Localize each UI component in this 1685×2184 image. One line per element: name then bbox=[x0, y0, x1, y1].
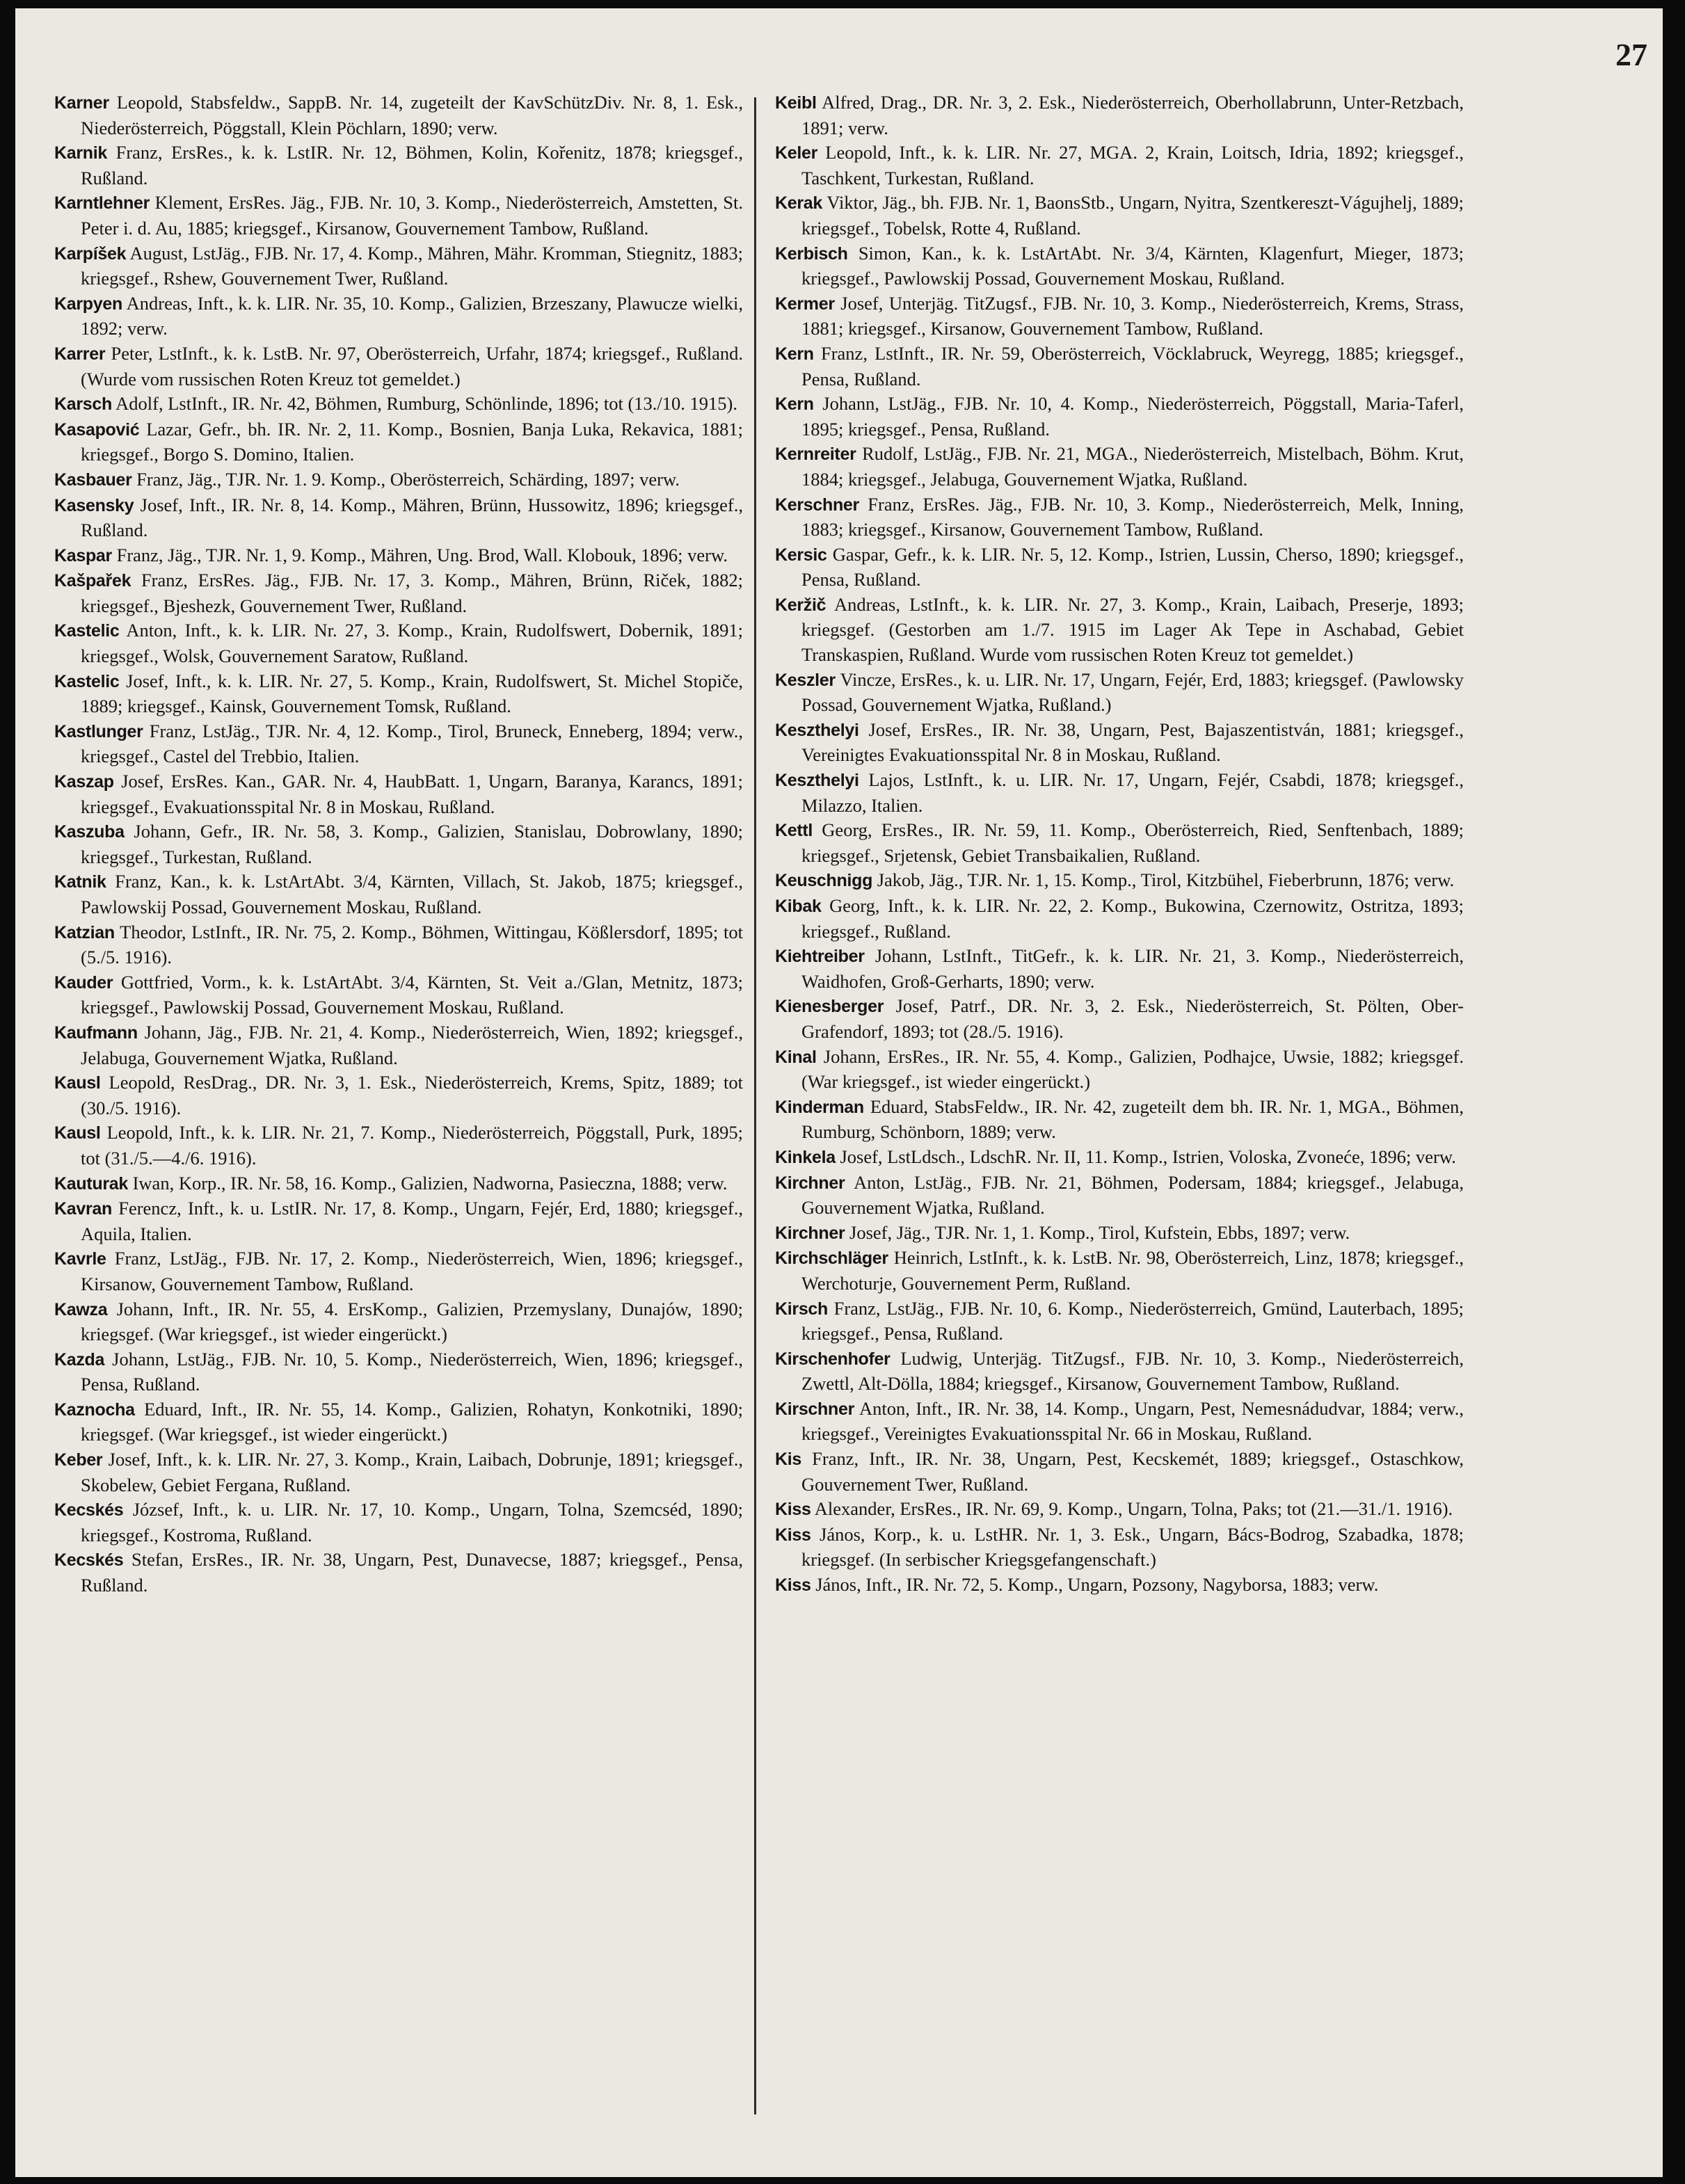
entry-surname: Kirsch bbox=[775, 1299, 829, 1319]
entry-details: Rudolf, LstJäg., FJB. Nr. 21, MGA., Niederösterreich, Mistelbach, Böhm. Krut, 1884; kriegsgef., Jelabuga, Gouvernement Wjatka, Rußland. bbox=[801, 443, 1464, 490]
entry-details: Franz, ErsRes. Jäg., FJB. Nr. 17, 3. Komp., Mähren, Brünn, Riček, 1882; kriegsgef., Bjeshezk, Gouvernement Twer, Rußland. bbox=[81, 570, 743, 616]
register-entry bbox=[54, 819, 743, 869]
entry-surname: Kašpařek bbox=[54, 571, 131, 591]
register-entry bbox=[54, 1347, 743, 1397]
entry-surname: Kernreiter bbox=[775, 444, 856, 465]
entry-details: Heinrich, LstInft., k. k. LstB. Nr. 98, Oberösterreich, Linz, 1878; kriegsgef., Werchoturje, Gouvernement Perm, Rußland. bbox=[801, 1247, 1464, 1294]
register-entry bbox=[54, 669, 743, 719]
register-entry bbox=[775, 1347, 1464, 1397]
entry-details: Leopold, Stabsfeldw., SappB. Nr. 14, zugeteilt der KavSchützDiv. Nr. 8, 1. Esk., Niederösterreich, Pöggstall, Klein Pöchlarn, 1890; verw. bbox=[81, 92, 743, 138]
register-entry bbox=[54, 1447, 743, 1498]
entry-surname: Kaszap bbox=[54, 772, 114, 792]
entry-surname: Kibak bbox=[775, 897, 822, 916]
register-entry bbox=[775, 894, 1464, 944]
register-entry bbox=[775, 342, 1464, 392]
register-entry bbox=[775, 1221, 1464, 1246]
entry-surname: Kinkela bbox=[775, 1147, 836, 1167]
entry-details: Eduard, Inft., IR. Nr. 55, 14. Komp., Galizien, Rohatyn, Konkotniki, 1890; kriegsgef. (War kriegsgef., ist wieder eingerückt.) bbox=[81, 1398, 743, 1445]
entry-details: Franz, Jäg., TJR. Nr. 1, 9. Komp., Mähren, Ung. Brod, Wall. Klobouk, 1896; verw. bbox=[116, 544, 728, 565]
entry-surname: Kern bbox=[775, 344, 814, 364]
register-entry bbox=[775, 818, 1464, 868]
register-entry bbox=[54, 291, 743, 342]
register-entry bbox=[54, 1397, 743, 1447]
entry-surname: Kasensky bbox=[54, 495, 134, 515]
entry-surname: Kiss bbox=[775, 1500, 811, 1520]
entry-surname: Kauder bbox=[54, 972, 113, 993]
entry-details: Johann, ErsRes., IR. Nr. 55, 4. Komp., Galizien, Podhajce, Uwsie, 1882; kriegsgef. (War kriegsgef., ist wieder eingerückt.) bbox=[801, 1045, 1464, 1093]
entry-surname: Keszthelyi bbox=[775, 720, 859, 740]
entry-details: Alexander, ErsRes., IR. Nr. 69, 9. Komp., Ungarn, Tolna, Paks; tot (21.—31./1. 1916). bbox=[814, 1498, 1453, 1520]
register-entry bbox=[775, 191, 1464, 241]
entry-details: Gottfried, Vorm., k. k. LstArtAbt. 3/4, Kärnten, St. Veit a./Glan, Metnitz, 1873; kriegsgef., Pawlowskij Possad, Gouvernement Moskau, Rußland. bbox=[81, 971, 743, 1018]
entry-details: Johann, Jäg., FJB. Nr. 21, 4. Komp., Niederösterreich, Wien, 1892; kriegsgef., Jelabuga, Gouvernement Wjatka, Rußland. bbox=[81, 1021, 743, 1068]
left-column bbox=[54, 90, 743, 2163]
entry-surname: Kaznocha bbox=[54, 1399, 135, 1420]
entry-details: Georg, ErsRes., IR. Nr. 59, 11. Komp., Oberösterreich, Ried, Senftenbach, 1889; kriegsgef., Srjetensk, Gebiet Transbaikalien, Rußland. bbox=[801, 819, 1464, 866]
entry-surname: Kasapović bbox=[54, 419, 140, 440]
entry-details: Franz, LstJäg., FJB. Nr. 10, 6. Komp., Niederösterreich, Gmünd, Lauterbach, 1895; kriegsgef., Pensa, Rußland. bbox=[801, 1297, 1464, 1344]
entry-surname: Kiss bbox=[775, 1525, 811, 1545]
register-entry bbox=[54, 1498, 743, 1548]
entry-surname: Kawza bbox=[54, 1299, 108, 1319]
register-entry bbox=[775, 1573, 1464, 1598]
register-entry bbox=[775, 1497, 1464, 1523]
entry-surname: Kersic bbox=[775, 545, 827, 565]
entry-surname: Kazda bbox=[54, 1349, 105, 1370]
entry-details: József, Inft., k. u. LIR. Nr. 17, 10. Komp., Ungarn, Tolna, Szemcséd, 1890; kriegsgef., Kostroma, Rußland. bbox=[81, 1499, 743, 1545]
entry-surname: Kermer bbox=[775, 294, 835, 314]
register-entry bbox=[775, 392, 1464, 442]
entry-details: Lazar, Gefr., bh. IR. Nr. 2, 11. Komp., Bosnien, Banja Luka, Rekavica, 1881; kriegsgef., Borgo S. Domino, Italien. bbox=[81, 418, 743, 465]
right-column bbox=[775, 90, 1464, 2163]
entry-surname: Keber bbox=[54, 1450, 103, 1470]
entry-details: Josef, ErsRes. Kan., GAR. Nr. 4, HaubBatt. 1, Ungarn, Baranya, Karancs, 1891; kriegsgef., Evakuationsspital Nr. 8 in Moskau, Rußland. bbox=[81, 771, 743, 817]
entry-details: Gaspar, Gefr., k. k. LIR. Nr. 5, 12. Komp., Istrien, Lussin, Cherso, 1890; kriegsgef., Pensa, Rußland. bbox=[801, 543, 1464, 591]
register-entry bbox=[775, 1045, 1464, 1095]
entry-details: Franz, Inft., IR. Nr. 38, Ungarn, Pest, Kecskemét, 1889; kriegsgef., Ostaschkow, Gouvernement Twer, Rußland. bbox=[801, 1448, 1464, 1495]
entry-surname: Karpyen bbox=[54, 294, 122, 314]
register-entry bbox=[54, 1196, 743, 1246]
entry-details: Iwan, Korp., IR. Nr. 58, 16. Komp., Galizien, Nadworna, Pasieczna, 1888; verw. bbox=[132, 1172, 728, 1194]
register-entry bbox=[54, 417, 743, 467]
register-entry bbox=[775, 1095, 1464, 1145]
entry-surname: Kiehtreiber bbox=[775, 947, 865, 967]
entry-details: Franz, ErsRes. Jäg., FJB. Nr. 10, 3. Komp., Niederösterreich, Melk, Inning, 1883; kriegsgef., Kirsanow, Gouvernement Tambow, Rußland. bbox=[801, 493, 1464, 540]
entry-surname: Kinal bbox=[775, 1047, 817, 1067]
register-entry bbox=[775, 1145, 1464, 1171]
register-entry bbox=[54, 191, 743, 241]
entry-details: Vincze, ErsRes., k. u. LIR. Nr. 17, Ungarn, Fejér, Erd, 1883; kriegsgef. (Pawlowsky Possad, Gouvernement Wjatka, Rußland.) bbox=[801, 668, 1464, 716]
register-entry bbox=[54, 1121, 743, 1171]
register-entry bbox=[775, 140, 1464, 191]
entry-surname: Keszler bbox=[775, 670, 836, 690]
register-entry bbox=[775, 1171, 1464, 1221]
entry-surname: Kerschner bbox=[775, 495, 859, 515]
register-entry bbox=[54, 1548, 743, 1598]
register-entry bbox=[775, 718, 1464, 768]
entry-surname: Kirchner bbox=[775, 1223, 845, 1243]
register-entry bbox=[775, 1296, 1464, 1347]
entry-surname: Kavrle bbox=[54, 1249, 106, 1269]
entry-surname: Kern bbox=[775, 394, 814, 415]
entry-surname: Kerak bbox=[775, 193, 822, 214]
entry-details: Johann, LstJäg., FJB. Nr. 10, 4. Komp., Niederösterreich, Pöggstall, Maria-Taferl, 1895; kriegsgef., Pensa, Rußland. bbox=[801, 393, 1464, 440]
entry-surname: Kirschenhofer bbox=[775, 1349, 891, 1369]
column-divider bbox=[754, 97, 756, 2114]
entry-details: Franz, LstJäg., FJB. Nr. 17, 2. Komp., Niederösterreich, Wien, 1896; kriegsgef., Kirsanow, Gouvernement Tambow, Rußland. bbox=[81, 1248, 743, 1294]
entry-details: Franz, Jäg., TJR. Nr. 1. 9. Komp., Oberösterreich, Schärding, 1897; verw. bbox=[136, 468, 680, 490]
entry-details: Johann, Gefr., IR. Nr. 58, 3. Komp., Galizien, Stanislau, Dobrowlany, 1890; kriegsgef., Turkestan, Rußland. bbox=[81, 821, 743, 867]
entry-surname: Karner bbox=[54, 93, 109, 113]
entry-details: Stefan, ErsRes., IR. Nr. 38, Ungarn, Pest, Dunavecse, 1887; kriegsgef., Pensa, Rußland. bbox=[81, 1549, 743, 1596]
entry-surname: Keler bbox=[775, 143, 818, 163]
entry-surname: Kettl bbox=[775, 821, 813, 841]
register-entry bbox=[54, 140, 743, 191]
register-entry bbox=[775, 291, 1464, 342]
entry-surname: Kaufmann bbox=[54, 1022, 138, 1043]
entry-details: Franz, LstJäg., TJR. Nr. 4, 12. Komp., Tirol, Bruneck, Enneberg, 1894; verw., kriegsgef., Castel del Trebbio, Italien. bbox=[81, 720, 743, 767]
entry-surname: Kaszuba bbox=[54, 822, 125, 842]
entry-details: Josef, LstLdsch., LdschR. Nr. II, 11. Komp., Istrien, Voloska, Zvoneće, 1896; verw. bbox=[840, 1146, 1456, 1167]
entry-surname: Karpíšek bbox=[54, 243, 127, 264]
entry-details: Alfred, Drag., DR. Nr. 3, 2. Esk., Niederösterreich, Oberhollabrunn, Unter-Retzbach, 1891; verw. bbox=[801, 92, 1464, 138]
register-entry bbox=[54, 568, 743, 618]
entry-surname: Kinderman bbox=[775, 1097, 864, 1117]
register-entry bbox=[775, 768, 1464, 818]
register-entry bbox=[775, 668, 1464, 718]
entry-details: Lajos, LstInft., k. u. LIR. Nr. 17, Ungarn, Fejér, Csabdi, 1878; kriegsgef., Milazzo, Italien. bbox=[801, 769, 1464, 816]
entry-details: Ludwig, Unterjäg. TitZugsf., FJB. Nr. 10, 3. Komp., Niederösterreich, Zwettl, Alt-Dölla, 1884; kriegsgef., Kirsanow, Gouvernement Tambow, Rußland. bbox=[801, 1347, 1464, 1395]
entry-surname: Kastelic bbox=[54, 671, 120, 691]
entry-surname: Karntlehner bbox=[54, 193, 150, 214]
register-entry bbox=[775, 442, 1464, 492]
register-entry bbox=[54, 392, 743, 417]
entry-surname: Kausl bbox=[54, 1073, 101, 1093]
register-entry bbox=[775, 994, 1464, 1044]
entry-details: János, Inft., IR. Nr. 72, 5. Komp., Ungarn, Pozsony, Nagyborsa, 1883; verw. bbox=[815, 1574, 1379, 1596]
entry-details: Josef, Inft., IR. Nr. 8, 14. Komp., Mähren, Brünn, Hussowitz, 1896; kriegsgef., Rußland. bbox=[81, 494, 743, 541]
register-entry bbox=[775, 1447, 1464, 1497]
entry-details: Johann, LstJäg., FJB. Nr. 10, 5. Komp., Niederösterreich, Wien, 1896; kriegsgef., Pensa, Rußland. bbox=[81, 1348, 743, 1395]
entry-surname: Kirschner bbox=[775, 1399, 855, 1419]
register-entry bbox=[54, 543, 743, 569]
entry-details: Josef, Unterjäg. TitZugsf., FJB. Nr. 10, 3. Komp., Niederösterreich, Krems, Strass, 1881; kriegsgef., Kirsanow, Gouvernement Tambow, Rußland. bbox=[801, 292, 1464, 339]
register-entry bbox=[54, 869, 743, 920]
entry-details: Franz, Kan., k. k. LstArtAbt. 3/4, Kärnten, Villach, St. Jakob, 1875; kriegsgef., Pawlowskij Possad, Gouvernement Moskau, Rußland. bbox=[81, 871, 743, 917]
register-entry bbox=[54, 920, 743, 970]
entry-details: Viktor, Jäg., bh. FJB. Nr. 1, BaonsStb., Ungarn, Nyitra, Szentkereszt-Vágujhelj, 1889; kriegsgef., Tobelsk, Rotte 4, Rußland. bbox=[801, 192, 1464, 239]
entry-surname: Kastlunger bbox=[54, 721, 143, 741]
register-entry bbox=[54, 1070, 743, 1121]
entry-details: Anton, Inft., k. k. LIR. Nr. 27, 3. Komp., Krain, Rudolfswert, Dobernik, 1891; kriegsgef., Wolsk, Gouvernement Saratow, Rußland. bbox=[81, 620, 743, 667]
entry-surname: Kasbauer bbox=[54, 469, 132, 490]
entry-details: Johann, LstInft., TitGefr., k. k. LIR. Nr. 21, 3. Komp., Niederösterreich, Waidhofen, Groß-Gerharts, 1890; verw. bbox=[801, 945, 1464, 992]
entry-surname: Kastelic bbox=[54, 621, 120, 641]
entry-details: Josef, Inft., k. k. LIR. Nr. 27, 5. Komp., Krain, Rudolfswert, St. Michel Stopiče, 1889; kriegsgef., Kainsk, Gouvernement Tomsk, Rußland. bbox=[81, 670, 743, 717]
entry-details: Georg, Inft., k. k. LIR. Nr. 22, 2. Komp., Bukowina, Czernowitz, Ostritza, 1893; kriegsgef., Rußland. bbox=[801, 895, 1464, 942]
register-entry bbox=[54, 970, 743, 1020]
entry-surname: Kirchner bbox=[775, 1173, 845, 1193]
register-entry bbox=[54, 493, 743, 543]
register-entry bbox=[775, 90, 1464, 140]
entry-details: Josef, Inft., k. k. LIR. Nr. 27, 3. Komp., Krain, Laibach, Dobrunje, 1891; kriegsgef., Skobelew, Gebiet Fergana, Rußland. bbox=[81, 1449, 743, 1495]
entry-details: August, LstJäg., FJB. Nr. 17, 4. Komp., Mähren, Mähr. Kromman, Stiegnitz, 1883; kriegsgef., Rshew, Gouvernement Twer, Rußland. bbox=[81, 242, 743, 289]
entry-details: János, Korp., k. u. LstHR. Nr. 1, 3. Esk., Ungarn, Bács-Bodrog, Szabadka, 1878; kriegsgef. (In serbischer Kriegsgefangenschaft.) bbox=[801, 1523, 1464, 1571]
register-entry bbox=[775, 1397, 1464, 1447]
entry-surname: Keszthelyi bbox=[775, 771, 859, 791]
entry-surname: Katnik bbox=[54, 872, 106, 892]
entry-details: Josef, Patrf., DR. Nr. 3, 2. Esk., Niederösterreich, St. Pölten, Ober-Grafendorf, 1893; tot (28./5. 1916). bbox=[801, 995, 1464, 1042]
entry-surname: Kis bbox=[775, 1450, 802, 1470]
entry-details: Adolf, LstInft., IR. Nr. 42, Böhmen, Rumburg, Schönlinde, 1896; tot (13./10. 1915). bbox=[115, 393, 737, 415]
entry-details: Simon, Kan., k. k. LstArtAbt. Nr. 3/4, Kärnten, Klagenfurt, Mieger, 1873; kriegsgef., Pawlowskij Possad, Gouvernement Moskau, Rußland. bbox=[801, 242, 1464, 289]
entry-details: Leopold, Inft., k. k. LIR. Nr. 27, MGA. 2, Krain, Loitsch, Idria, 1892; kriegsgef., Taschkent, Turkestan, Rußland. bbox=[801, 142, 1464, 188]
entry-surname: Kienesberger bbox=[775, 997, 884, 1017]
register-entry bbox=[775, 944, 1464, 994]
register-entry bbox=[54, 1171, 743, 1197]
entry-surname: Kausl bbox=[54, 1123, 101, 1143]
entry-details: Franz, ErsRes., k. k. LstIR. Nr. 12, Böhmen, Kolin, Kořenitz, 1878; kriegsgef., Rußland. bbox=[81, 142, 743, 188]
entry-surname: Karrer bbox=[54, 344, 106, 364]
register-entry bbox=[54, 1246, 743, 1296]
entry-surname: Kirchschläger bbox=[775, 1248, 888, 1269]
register-entry bbox=[775, 241, 1464, 291]
register-entry bbox=[54, 1020, 743, 1070]
entry-details: Ferencz, Inft., k. u. LstIR. Nr. 17, 8. Komp., Ungarn, Fejér, Erd, 1880; kriegsgef., Aquila, Italien. bbox=[81, 1198, 743, 1244]
register-entry bbox=[54, 769, 743, 819]
entry-surname: Keibl bbox=[775, 93, 817, 113]
entry-surname: Kavran bbox=[54, 1199, 112, 1219]
entry-surname: Kecskés bbox=[54, 1500, 124, 1520]
register-entry bbox=[775, 1246, 1464, 1296]
register-entry bbox=[775, 593, 1464, 668]
entry-details: Josef, Jäg., TJR. Nr. 1, 1. Komp., Tirol, Kufstein, Ebbs, 1897; verw. bbox=[849, 1221, 1350, 1243]
entry-details: Anton, Inft., IR. Nr. 38, 14. Komp., Ungarn, Pest, Nemesnádudvar, 1884; verw., kriegsgef., Vereinigtes Evakuationsspital Nr. 66 in Moskau, Rußland. bbox=[801, 1397, 1464, 1445]
entry-surname: Karnik bbox=[54, 143, 108, 163]
register-entry bbox=[775, 868, 1464, 894]
register-entry bbox=[54, 1297, 743, 1347]
entry-details: Josef, ErsRes., IR. Nr. 38, Ungarn, Pest, Bajaszentistván, 1881; kriegsgef., Vereinigtes Evakuationsspital Nr. 8 in Moskau, Rußland. bbox=[801, 718, 1464, 766]
entry-details: Theodor, LstInft., IR. Nr. 75, 2. Komp., Böhmen, Wittingau, Kößlersdorf, 1895; tot (5./5. 1916). bbox=[81, 921, 743, 968]
entry-surname: Kecskés bbox=[54, 1550, 124, 1571]
register-entry bbox=[54, 342, 743, 392]
entry-details: Franz, LstInft., IR. Nr. 59, Oberösterreich, Vöcklabruck, Weyregg, 1885; kriegsgef., Pensa, Rußland. bbox=[801, 342, 1464, 390]
entry-details: Peter, LstInft., k. k. LstB. Nr. 97, Oberösterreich, Urfahr, 1874; kriegsgef., Rußland. (Wurde vom russischen Roten Kreuz tot gemeldet.) bbox=[81, 342, 743, 390]
entry-details: Jakob, Jäg., TJR. Nr. 1, 15. Komp., Tirol, Kitzbühel, Fieberbrunn, 1876; verw. bbox=[877, 869, 1455, 891]
entry-surname: Kerbisch bbox=[775, 243, 848, 264]
entry-details: Eduard, StabsFeldw., IR. Nr. 42, zugeteilt dem bh. IR. Nr. 1, MGA., Böhmen, Rumburg, Schönborn, 1889; verw. bbox=[801, 1095, 1464, 1143]
entry-details: Johann, Inft., IR. Nr. 55, 4. ErsKomp., Galizien, Przemyslany, Dunajów, 1890; kriegsgef. (War kriegsgef., ist wieder eingerückt.) bbox=[81, 1298, 743, 1345]
entry-surname: Keuschnigg bbox=[775, 871, 873, 891]
entry-details: Anton, LstJäg., FJB. Nr. 21, Böhmen, Podersam, 1884; kriegsgef., Jelabuga, Gouvernement Wjatka, Rußland. bbox=[801, 1171, 1464, 1219]
entry-details: Leopold, ResDrag., DR. Nr. 3, 1. Esk., Niederösterreich, Krems, Spitz, 1889; tot (30./5. 1916). bbox=[81, 1072, 743, 1118]
entry-surname: Karsch bbox=[54, 394, 112, 415]
register-entry bbox=[54, 467, 743, 493]
entry-details: Andreas, LstInft., k. k. LIR. Nr. 27, 3. Komp., Krain, Laibach, Preserje, 1893; kriegsgef. (Gestorben am 1./7. 1915 im Lager Ak Tepe in Aschabad, Gebiet Transkaspien, Rußland. Wurde vom russischen Roten Kreuz tot gemeldet.) bbox=[801, 593, 1464, 666]
entry-surname: Kiss bbox=[775, 1575, 811, 1596]
entry-surname: Kaspar bbox=[54, 545, 112, 565]
register-entry bbox=[54, 241, 743, 291]
page-number: 27 bbox=[1615, 37, 1647, 72]
register-entry bbox=[775, 543, 1464, 593]
entry-details: Leopold, Inft., k. k. LIR. Nr. 21, 7. Komp., Niederösterreich, Pöggstall, Purk, 1895; tot (31./5.—4./6. 1916). bbox=[81, 1122, 743, 1169]
entry-surname: Kauturak bbox=[54, 1173, 128, 1194]
entry-surname: Katzian bbox=[54, 922, 115, 942]
document-page bbox=[15, 8, 1663, 2177]
register-entry bbox=[54, 618, 743, 668]
register-entry bbox=[54, 90, 743, 140]
register-entry bbox=[54, 719, 743, 769]
entry-details: Klement, ErsRes. Jäg., FJB. Nr. 10, 3. Komp., Niederösterreich, Amstetten, St. Peter i. d. Au, 1885; kriegsgef., Kirsanow, Gouvernement Tambow, Rußland. bbox=[81, 192, 743, 239]
entry-surname: Keržič bbox=[775, 595, 826, 615]
entry-details: Andreas, Inft., k. k. LIR. Nr. 35, 10. Komp., Galizien, Brzeszany, Plawucze wielki, 1892; verw. bbox=[81, 292, 743, 339]
register-entry bbox=[775, 492, 1464, 543]
register-entry bbox=[775, 1523, 1464, 1573]
